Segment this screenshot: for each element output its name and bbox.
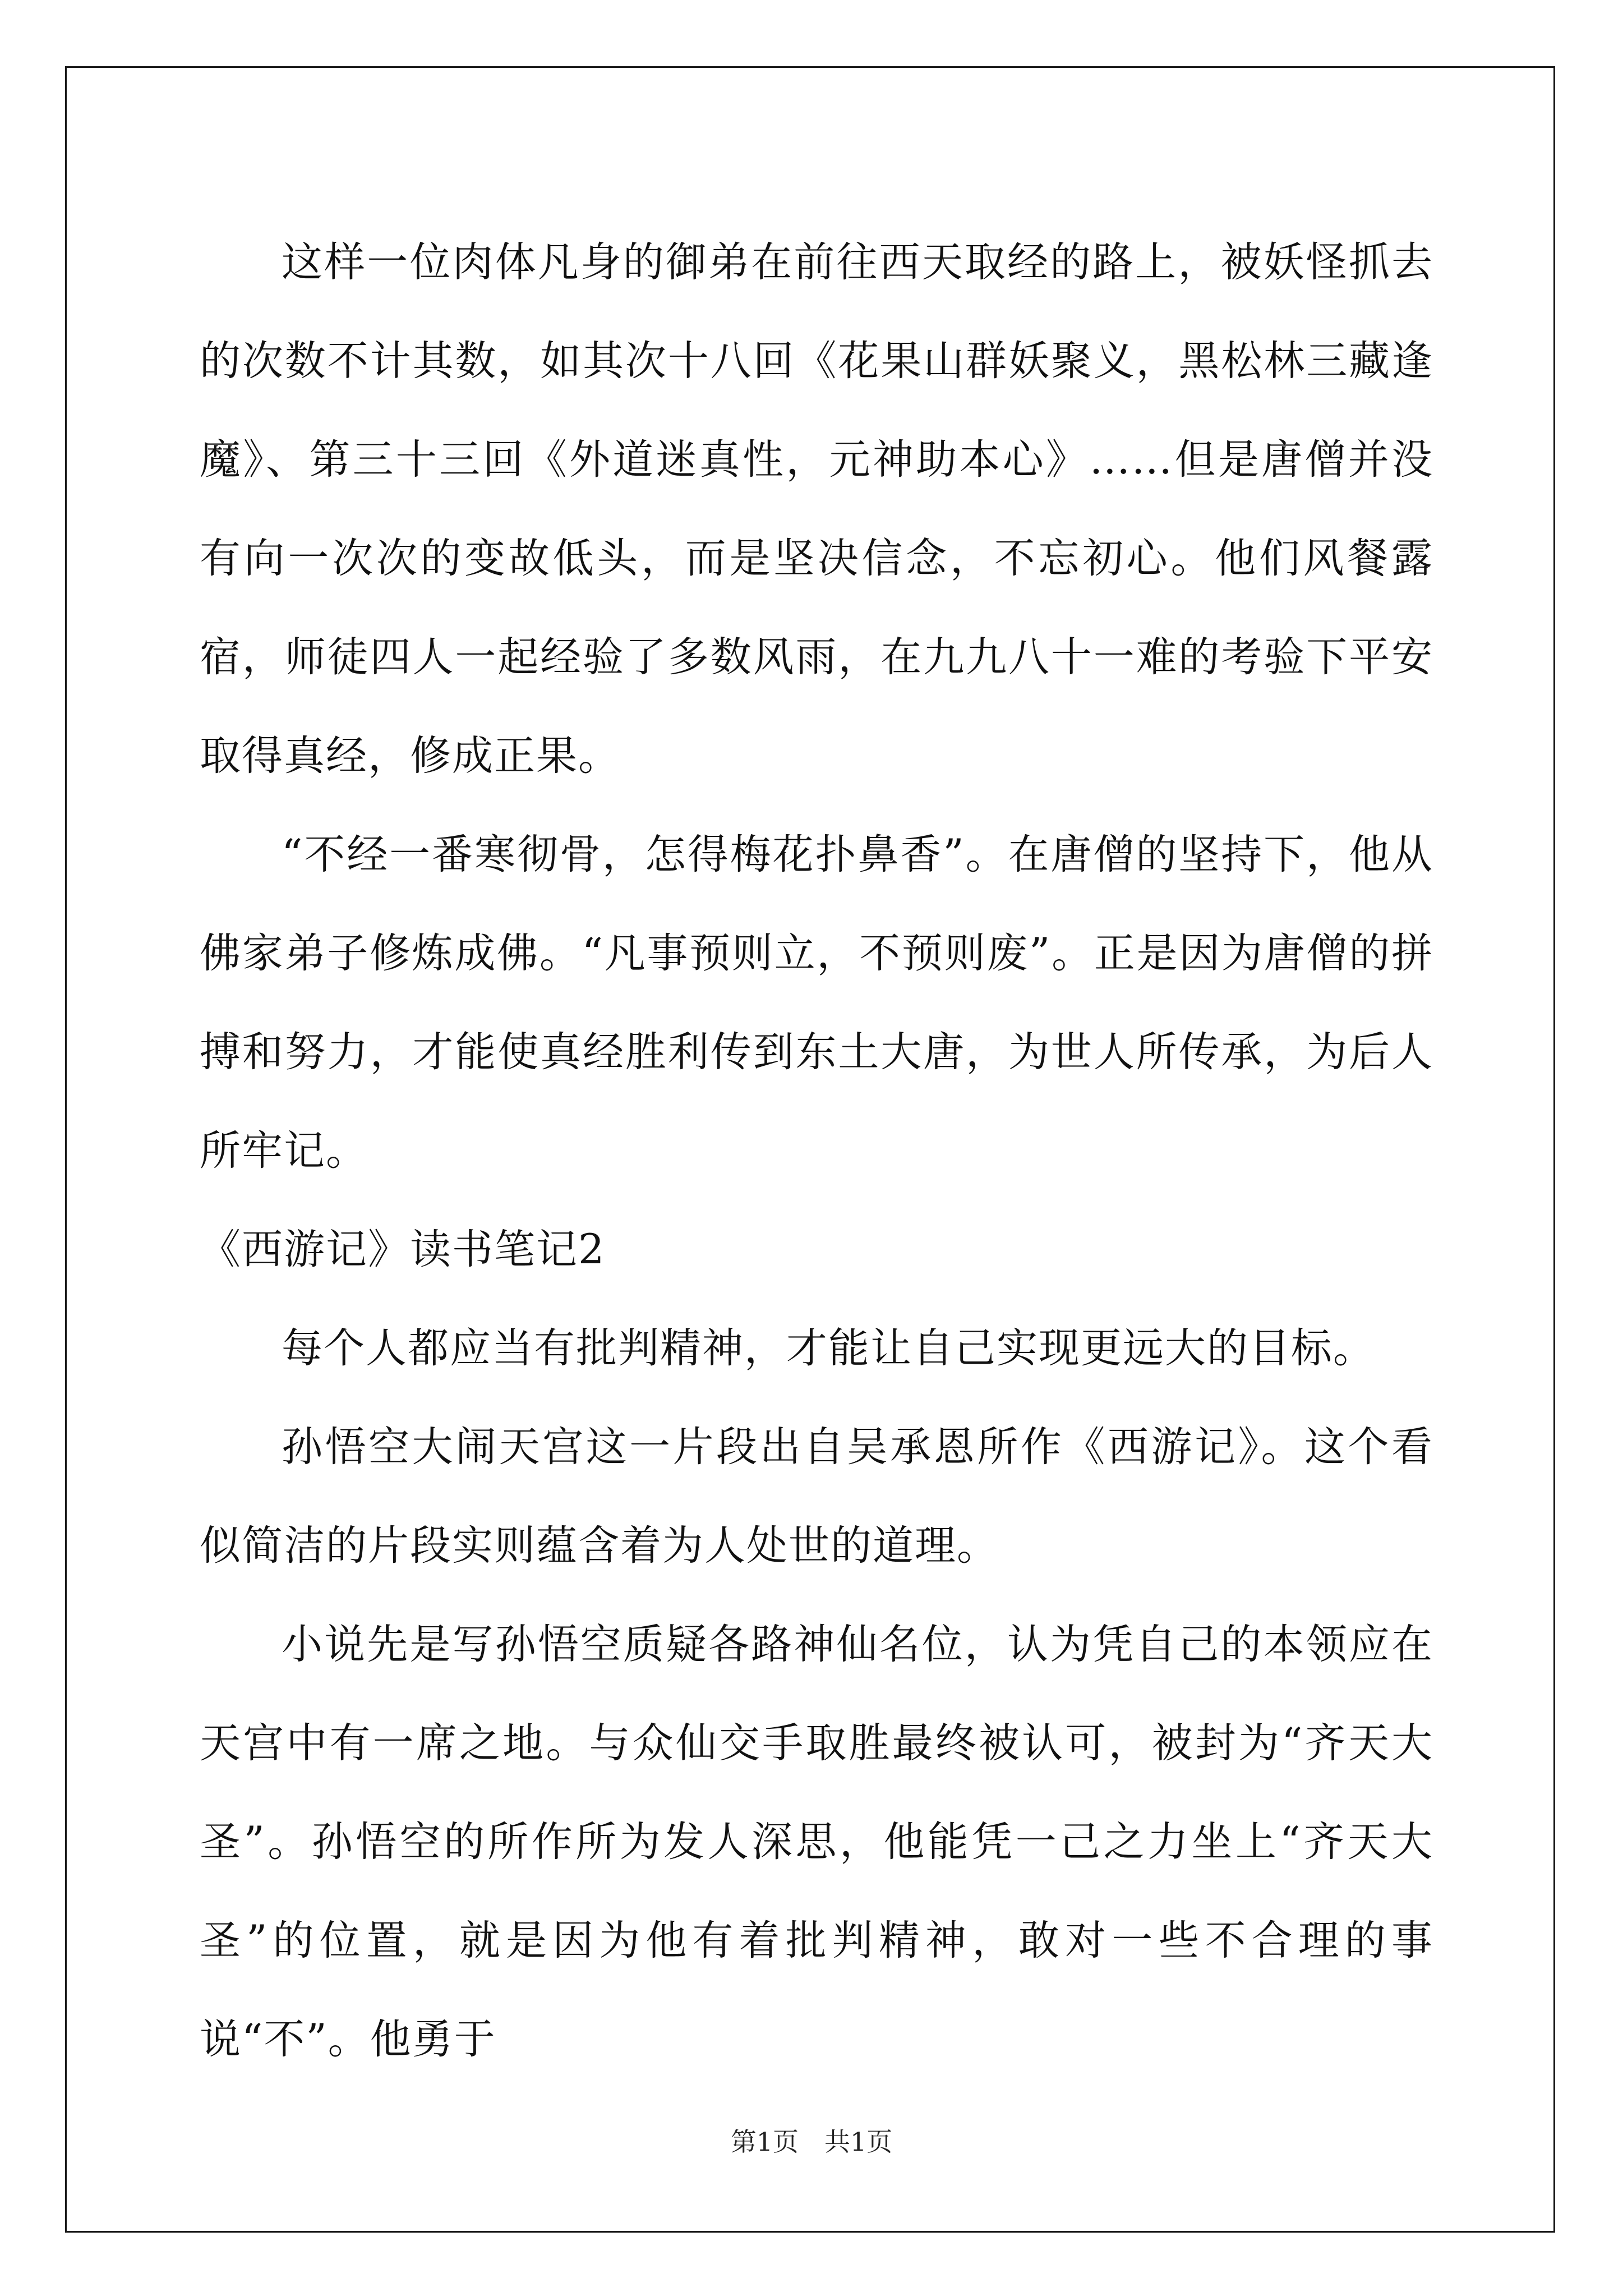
paragraph: 孙悟空大闹天宫这一片段出自吴承恩所作《西游记》。这个看似简洁的片段实则蕴含着为人处世的道理。 — [200, 1423, 1433, 1570]
paragraph: “不经一番寒彻骨，怎得梅花扑鼻香”。在唐僧的坚持下，他从佛家弟子修炼成佛。“凡事预则立，不预则废”。正是因为唐僧的拼搏和努力，才能使真经胜利传到东土大唐，为世人所传承，为后人所牢记。 — [200, 831, 1433, 1175]
paragraph: 这样一位肉体凡身的御弟在前往西天取经的路上，被妖怪抓去的次数不计其数，如其次十八回《花果山群妖聚义，黑松林三藏逢魔》、第三十三回《外道迷真性，元神助本心》……但是唐僧并没有向一次次的变故低头，而是坚决信念，不忘初心。他们风餐露宿，师徒四人一起经验了多数风雨，在九九八十一难的考验下平安取得真经，修成正果。 — [200, 238, 1433, 780]
section-title: 《西游记》读书笔记2 — [200, 1226, 606, 1273]
document-body — [200, 213, 1433, 2089]
paragraph: 每个人都应当有批判精神，才能让自己实现更远大的目标。 — [282, 1324, 1375, 1372]
page-footer: 第1页 共1页 — [730, 2127, 893, 2157]
paragraph: 小说先是写孙悟空质疑各路神仙名位，认为凭自己的本领应在天宫中有一席之地。与众仙交手取胜最终被认可，被封为“齐天大圣”。孙悟空的所作所为发人深思，他能凭一己之力坐上“齐天大圣”的位置，就是因为他有着批判精神，敢对一些不合理的事说“不”。他勇于 — [200, 1621, 1433, 2063]
